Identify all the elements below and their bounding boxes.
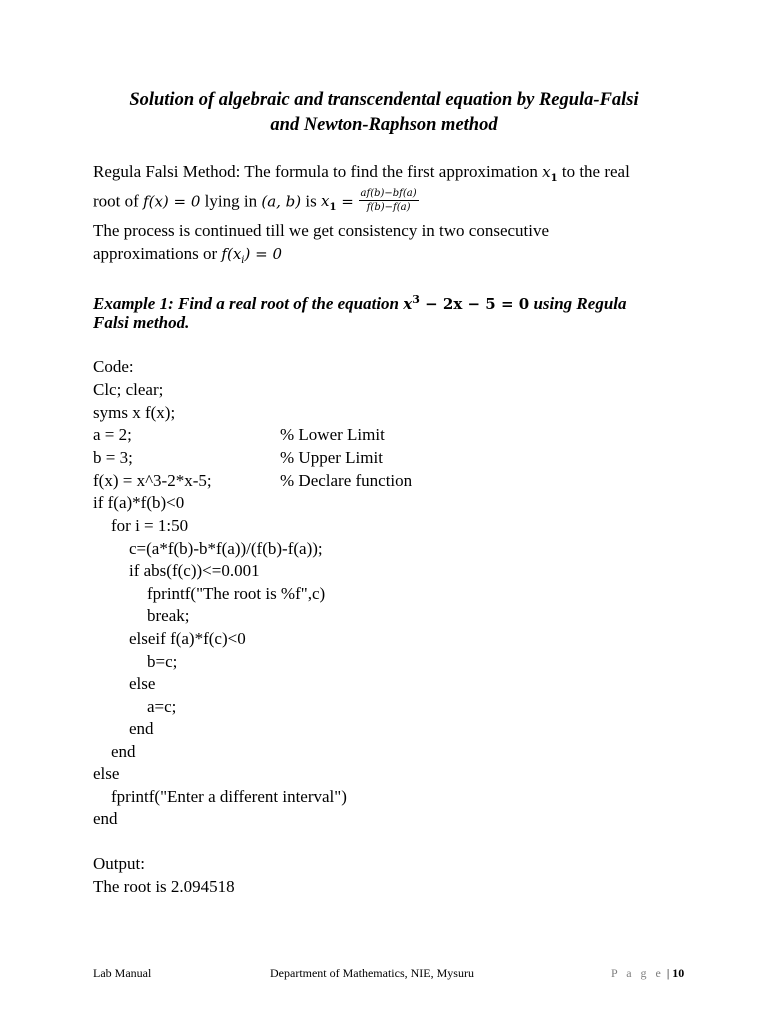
code-line: else: [93, 764, 120, 783]
code-comment-declare: % Declare function: [280, 471, 413, 490]
code-line: end: [129, 719, 154, 738]
fxi-equation: $f(x_i) = 0$: [221, 245, 282, 266]
page-separator: |: [663, 966, 673, 980]
interval: (a, b): [261, 192, 302, 211]
page-title: [80, 88, 688, 138]
code-line: a = 2;: [93, 425, 132, 444]
title-line-1: Solution of algebraic and transcendental equation by Regula-Falsi: [129, 90, 639, 110]
intro-line-1: Regula Falsi Method: The formula to find the first approximation $x_1$ to the real: [93, 162, 630, 184]
code-line: a=c;: [147, 697, 177, 716]
x1-formula-lhs: $x_1$: [320, 192, 337, 214]
page-number: 10: [672, 966, 685, 980]
example-line-2: Falsi method.: [93, 313, 190, 332]
page-label: P a g e: [611, 966, 664, 980]
intro-line-2: root of f(x) = 0 lying in (a, b) is $x_1$ = $\frac{af(b)-bf(a)}{f(b)-f(a)}$: [93, 188, 417, 214]
footer-page: [611, 966, 684, 981]
code-line: b=c;: [147, 652, 178, 671]
fraction-denominator: f(b)−f(a): [366, 202, 411, 213]
example-equation: $x^3 - 2x - 5 = 0$: [403, 293, 530, 313]
code-line: fprintf("The root is %f",c): [147, 584, 326, 603]
code-comment-lower: % Lower Limit: [280, 425, 385, 444]
code-line: f(x) = x^3-2*x-5;: [93, 471, 212, 490]
code-line: for i = 1:50: [111, 516, 189, 535]
example-line-1: Example 1: Find a real root of the equation $x^3 - 2x - 5 = 0$ using Regula: [93, 293, 627, 313]
code-line: elseif f(a)*f(c)<0: [129, 629, 246, 648]
code-line: break;: [147, 606, 190, 625]
title-line-2: and Newton-Raphson method: [270, 115, 498, 135]
x1-symbol: $x_1$: [542, 163, 558, 184]
fraction-numerator: af(b)−bf(a): [360, 188, 417, 199]
intro-line-3: The process is continued till we get consistency in two consecutive: [93, 221, 550, 240]
footer-left: Lab Manual: [93, 966, 152, 980]
output-heading: Output:: [93, 854, 145, 873]
code-comment-upper: % Upper Limit: [280, 448, 383, 467]
output-result: The root is 2.094518: [93, 877, 235, 896]
code-line: if abs(f(c))<=0.001: [129, 561, 260, 580]
code-line: Clc; clear;: [93, 380, 164, 399]
code-line: fprintf("Enter a different interval"): [111, 787, 347, 806]
code-line: else: [129, 674, 156, 693]
code-line: if f(a)*f(b)<0: [93, 493, 185, 512]
code-line: end: [111, 742, 136, 761]
code-line: syms x f(x);: [93, 403, 176, 422]
intro-line-4: approximations or $f(x_i) = 0$: [93, 244, 282, 266]
fx-equation: f(x) = 0: [143, 192, 201, 211]
footer-center: Department of Mathematics, NIE, Mysuru: [270, 966, 474, 980]
code-line: b = 3;: [93, 448, 133, 467]
code-line: c=(a*f(b)-b*f(a))/(f(b)-f(a));: [129, 539, 323, 558]
regula-falsi-fraction: [359, 188, 419, 213]
code-heading: Code:: [93, 357, 134, 376]
code-line: end: [93, 809, 118, 828]
